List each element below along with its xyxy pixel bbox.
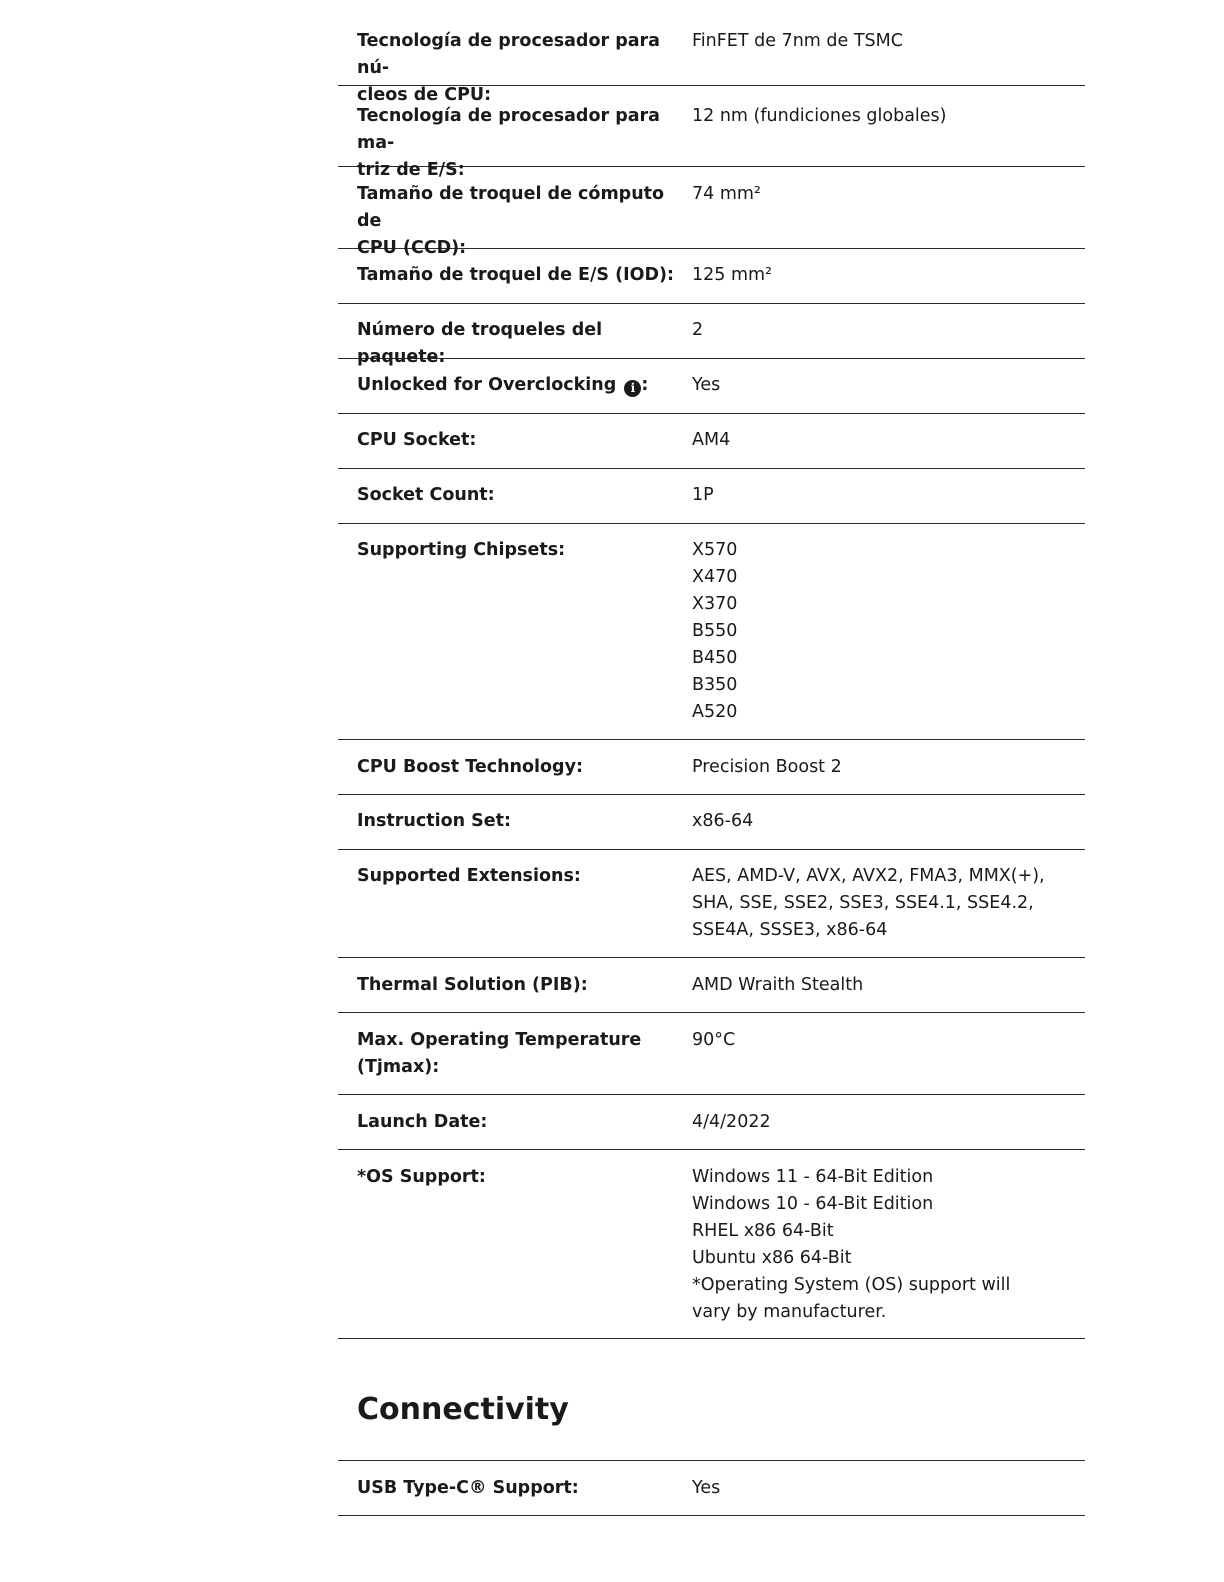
spec-label-line: Tamaño de troquel de cómputo de (357, 184, 665, 231)
spec-label-line: triz de E/S: (357, 160, 465, 180)
spec-value (692, 262, 1085, 303)
spec-label (338, 103, 692, 180)
spec-label-line: Supported Extensions: (357, 866, 581, 886)
spec-value (692, 754, 1085, 794)
spec-label-line: Número de troqueles del paquete: (357, 320, 603, 367)
spec-value-line: 74 mm² (692, 184, 761, 204)
spec-label (338, 1164, 692, 1338)
spec-value (692, 427, 1085, 468)
spec-value (692, 372, 1085, 413)
spec-value (692, 863, 1085, 957)
spec-value-line: vary by manufacturer. (692, 1302, 887, 1322)
spec-label-suffix: : (641, 375, 649, 395)
spec-label-line: CPU Socket: (357, 430, 477, 450)
spec-value-line: SHA, SSE, SSE2, SSE3, SSE4.1, SSE4.2, (692, 893, 1034, 913)
spec-value-line: x86-64 (692, 811, 754, 831)
spec-value-line: Yes (692, 1478, 721, 1498)
spec-value-line: AM4 (692, 430, 731, 450)
spec-value (692, 28, 1085, 85)
spec-value-line: Windows 10 - 64-Bit Edition (692, 1194, 934, 1214)
spec-label-line: Max. Operating Temperature (357, 1030, 642, 1050)
spec-value (692, 1475, 1085, 1515)
spec-label-line: CPU (CCD): (357, 238, 467, 258)
spec-value-line: Windows 11 - 64-Bit Edition (692, 1167, 934, 1187)
section-title-connectivity: Connectivity (357, 1392, 569, 1427)
spec-label-line: CPU Boost Technology: (357, 757, 583, 777)
spec-label-line: Tecnología de procesador para nú- (357, 31, 660, 78)
info-icon[interactable]: i (624, 380, 641, 397)
spec-value-line: Precision Boost 2 (692, 757, 842, 777)
spec-row (338, 0, 1085, 105)
spec-label-line: Tecnología de procesador para ma- (357, 106, 660, 153)
spec-label-line: Supporting Chipsets: (357, 540, 566, 560)
spec-label (338, 181, 692, 258)
spec-value-line: FinFET de 7nm de TSMC (692, 31, 903, 51)
spec-label (338, 808, 692, 849)
spec-label (338, 427, 692, 468)
spec-value-line: AES, AMD-V, AVX, AVX2, FMA3, MMX(+), (692, 866, 1045, 886)
spec-value (692, 1027, 1085, 1094)
spec-label-line: cleos de CPU: (357, 85, 492, 105)
spec-label-line: (Tjmax): (357, 1057, 440, 1077)
spec-value-line: Ubuntu x86 64-Bit (692, 1248, 852, 1268)
spec-label (338, 372, 692, 413)
spec-value-line: X570 (692, 540, 738, 560)
spec-value-line: 1P (692, 485, 714, 505)
spec-row (338, 1095, 1085, 1150)
spec-label-line: *OS Support: (357, 1167, 486, 1187)
specifications-table (338, 0, 1085, 1339)
spec-value (692, 482, 1085, 523)
spec-label-line: Thermal Solution (PIB): (357, 975, 588, 995)
spec-value (692, 103, 1085, 166)
spec-label (338, 754, 692, 794)
spec-label-line: Socket Count: (357, 485, 495, 505)
spec-label (338, 972, 692, 1012)
spec-value-line: 2 (692, 320, 704, 340)
spec-row (338, 1150, 1085, 1339)
spec-label (338, 28, 692, 105)
spec-value-line: A520 (692, 702, 738, 722)
spec-row (338, 414, 1085, 469)
spec-value-line: SSE4A, SSSE3, x86-64 (692, 920, 888, 940)
spec-label-text: Unlocked for Overclocking (357, 375, 617, 395)
spec-value-line: Yes (692, 375, 721, 395)
spec-label (338, 1027, 692, 1094)
spec-value (692, 317, 1085, 358)
spec-value (692, 1109, 1085, 1149)
connectivity-table (338, 1460, 1085, 1516)
spec-value (692, 1164, 1085, 1338)
spec-row (338, 958, 1085, 1013)
spec-value-line: 125 mm² (692, 265, 773, 285)
spec-value-line: AMD Wraith Stealth (692, 975, 864, 995)
spec-label (338, 482, 692, 523)
spec-row (338, 1461, 1085, 1516)
spec-value (692, 181, 1085, 248)
spec-label (338, 863, 692, 957)
spec-label-line: USB Type-C® Support: (357, 1478, 579, 1498)
spec-value-line: *Operating System (OS) support will (692, 1275, 1011, 1295)
spec-label (338, 262, 692, 303)
spec-value-line: RHEL x86 64-Bit (692, 1221, 834, 1241)
spec-value-line: X470 (692, 567, 738, 587)
spec-value-line: B450 (692, 648, 738, 668)
spec-label (338, 1109, 692, 1149)
spec-row (338, 850, 1085, 958)
spec-value-line: 90°C (692, 1030, 736, 1050)
spec-value (692, 972, 1085, 1012)
spec-row (338, 740, 1085, 795)
spec-value-line: 12 nm (fundiciones globales) (692, 106, 947, 126)
spec-value (692, 808, 1085, 849)
spec-value (692, 537, 1085, 739)
spec-row (338, 795, 1085, 850)
spec-label (338, 317, 692, 367)
spec-label-line: Tamaño de troquel de E/S (IOD): (357, 265, 674, 285)
spec-label (338, 537, 692, 739)
spec-row (338, 524, 1085, 740)
spec-row (338, 304, 1085, 367)
spec-value-line: 4/4/2022 (692, 1112, 771, 1132)
spec-label (338, 1475, 692, 1515)
spec-value-line: B550 (692, 621, 738, 641)
spec-label-line: Launch Date: (357, 1112, 488, 1132)
spec-label-line: Instruction Set: (357, 811, 511, 831)
spec-row (338, 1013, 1085, 1095)
spec-value-line: X370 (692, 594, 738, 614)
spec-row (338, 469, 1085, 524)
spec-value-line: B350 (692, 675, 738, 695)
